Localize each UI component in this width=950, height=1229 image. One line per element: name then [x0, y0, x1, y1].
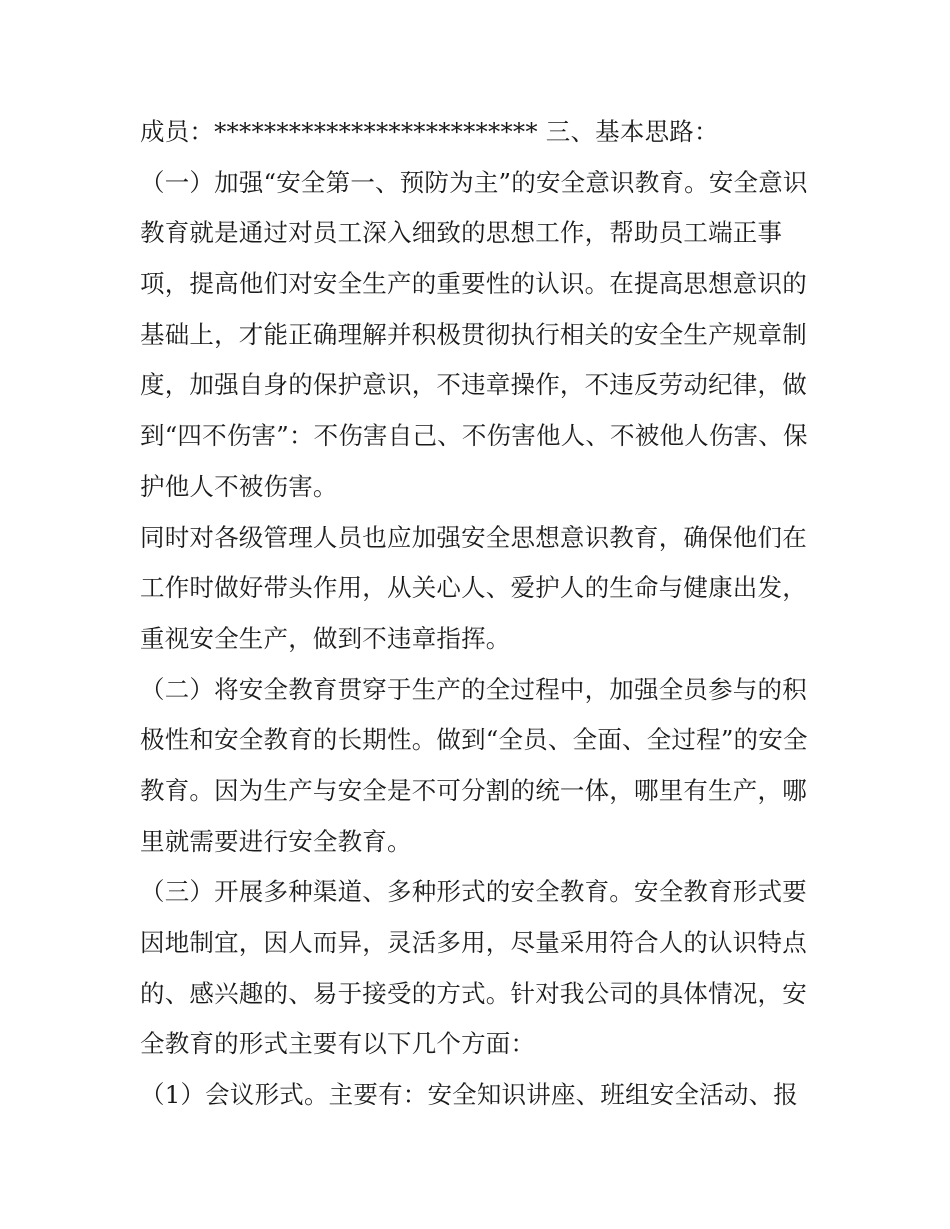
text-line: 到“四不伤害”：不伤害自己、不伤害他人、不被他人伤害、保	[140, 421, 808, 451]
text-line: 护他人不被伤害。	[140, 471, 338, 501]
text-line: 因地制宜，因人而异，灵活多用，尽量采用符合人的认识特点	[140, 928, 807, 957]
text-line-members-heading: 成员：************************** 三、基本思路：	[140, 117, 719, 146]
text-line: 基础上，才能正确理解并积极贯彻执行相关的安全生产规章制	[140, 319, 807, 349]
text-line: （1）会议形式。主要有：安全知识讲座、班组安全活动、报	[140, 1080, 798, 1110]
text-line: 里就需要进行安全教育。	[140, 826, 412, 856]
text-line: 项，提高他们对安全生产的重要性的认识。在提高思想意识的	[140, 269, 807, 299]
text-line: （一）加强“安全第一、预防为主”的安全意识教育。安全意识	[140, 167, 808, 197]
text-line: 工作时做好带头作用，从关心人、爱护人的生命与健康出发，	[140, 573, 807, 603]
text-line: 教育就是通过对员工深入细致的思想工作，帮助员工端正事	[140, 218, 783, 248]
text-line: 极性和安全教育的长期性。做到“全员、全面、全过程”的安全	[140, 725, 808, 755]
text-line: 同时对各级管理人员也应加强安全思想意识教育，确保他们在	[140, 522, 807, 552]
text-line: 教育。因为生产与安全是不可分割的统一体，哪里有生产，哪	[140, 775, 807, 805]
document-page	[140, 107, 820, 1121]
text-line: （二）将安全教育贯穿于生产的全过程中，加强全员参与的积	[140, 674, 807, 704]
text-line: 的、感兴趣的、易于接受的方式。针对我公司的具体情况，安	[140, 978, 807, 1008]
text-line: 重视安全生产，做到不违章指挥。	[140, 623, 511, 653]
text-line: 度，加强自身的保护意识，不违章操作，不违反劳动纪律，做	[140, 370, 807, 400]
text-line: 全教育的形式主要有以下几个方面：	[140, 1029, 536, 1059]
text-line: （三）开展多种渠道、多种形式的安全教育。安全教育形式要	[140, 877, 807, 907]
